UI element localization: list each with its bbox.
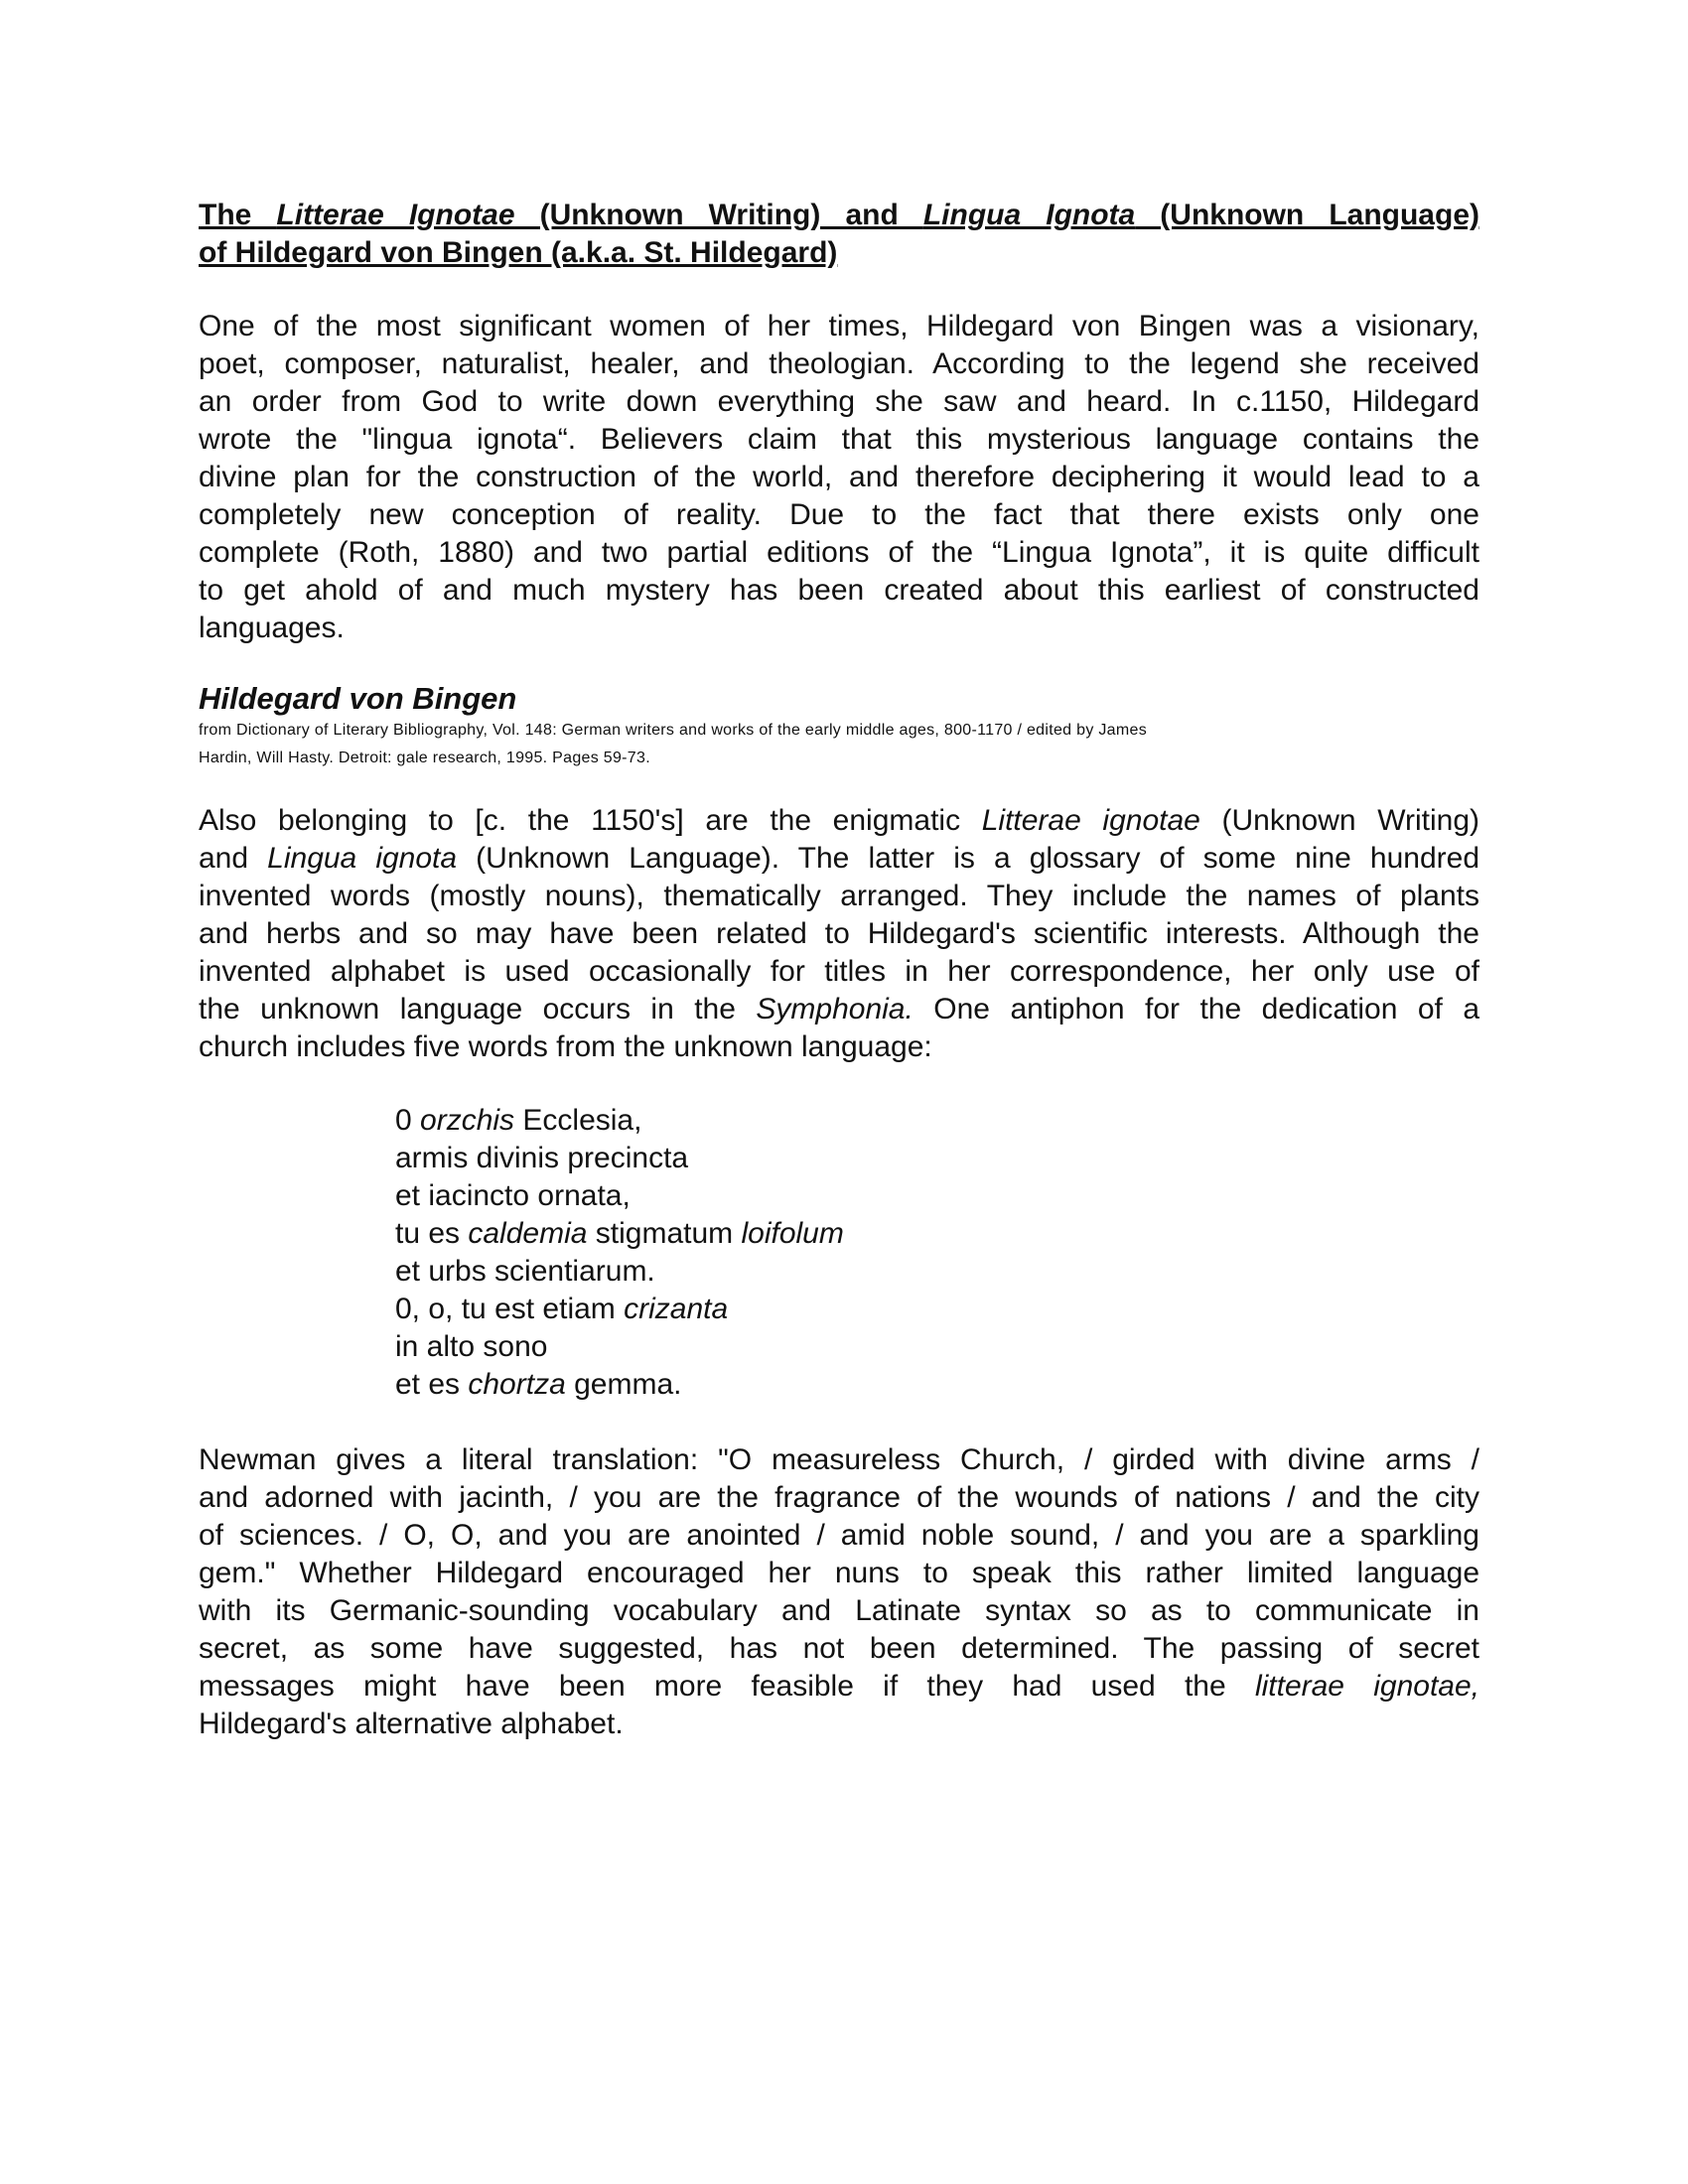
poem-line: armis divinis precincta <box>395 1142 689 1174</box>
source-line: from Dictionary of Literary Bibliography, Vol. 148: German writers and works of the early middle ages, 800-1170 / edited by James <box>199 722 1147 739</box>
poem-line: et urbs scientiarum. <box>395 1255 655 1288</box>
intro-line: poet, composer, naturalist, healer, and theologian. According to the legend she received <box>199 347 1479 380</box>
closing-line: and adorned with jacinth, / you are the fragrance of the wounds of nations / and the city <box>199 1481 1479 1514</box>
poem-line: in alto sono <box>395 1330 548 1363</box>
poem-text: et es <box>395 1368 469 1401</box>
intro-line: divine plan for the construction of the world, and therefore deciphering it would lead to a <box>199 461 1479 493</box>
title-italic-litterae: Litterae Ignotae <box>276 199 515 231</box>
body-italic: Litterae ignotae <box>981 804 1200 837</box>
poem-text: stigmatum <box>587 1217 742 1250</box>
intro-line: complete (Roth, 1880) and two partial editions of the “Lingua Ignota”, it is quite difficult <box>199 536 1479 569</box>
body-text: Also belonging to [c. the 1150's] are the enigmatic <box>199 804 982 837</box>
poem-text: gemma. <box>565 1368 682 1401</box>
poem-text: 0, o, tu est etiam <box>395 1293 625 1325</box>
body-text: One antiphon for the dedication of a <box>913 993 1479 1025</box>
source-citation <box>199 717 1479 772</box>
closing-line <box>199 1668 1479 1706</box>
poem-line <box>395 1291 1479 1328</box>
intro-line: languages. <box>199 612 345 644</box>
title-text: (Unknown Language) <box>1135 199 1479 231</box>
body-text: the unknown language occurs in the <box>199 993 757 1025</box>
body-text: (Unknown Writing) <box>1199 804 1479 837</box>
poem-italic: caldemia <box>468 1217 588 1250</box>
title-italic-lingua: Lingua Ignota <box>922 199 1136 231</box>
body-line: invented words (mostly nouns), thematically arranged. They include the names of plants <box>199 880 1479 912</box>
poem-line <box>395 1366 1479 1404</box>
body-line <box>199 840 1479 878</box>
intro-line: completely new conception of reality. Due to the fact that there exists only one <box>199 498 1479 531</box>
title-line-1 <box>199 197 1479 234</box>
body-line <box>199 802 1479 840</box>
body-italic: Lingua ignota <box>267 842 458 875</box>
poem-text: tu es <box>395 1217 469 1250</box>
antiphon-poem <box>395 1102 1479 1404</box>
body-italic: Symphonia. <box>756 993 914 1025</box>
poem-italic: crizanta <box>624 1293 729 1325</box>
section-heading: Hildegard von Bingen <box>199 681 517 716</box>
closing-text: messages might have been more feasible if they had used the <box>199 1670 1255 1703</box>
poem-text: 0 <box>395 1104 421 1137</box>
body-text: (Unknown Language). The latter is a glossary of some nine hundred <box>457 842 1480 875</box>
body-paragraph <box>199 802 1479 1066</box>
poem-line <box>395 1215 1479 1253</box>
source-line: Hardin, Will Hasty. Detroit: gale research, 1995. Pages 59-73. <box>199 750 650 766</box>
intro-line: wrote the "lingua ignota“. Believers claim that this mysterious language contains the <box>199 423 1479 456</box>
closing-paragraph <box>199 1441 1479 1743</box>
closing-line: Newman gives a literal translation: "O measureless Church, / girded with divine arms / <box>199 1443 1479 1476</box>
title-text: The <box>199 199 277 231</box>
title-text: (Unknown Writing) and <box>514 199 923 231</box>
closing-line: secret, as some have suggested, has not been determined. The passing of secret <box>199 1632 1479 1665</box>
closing-italic: litterae ignotae, <box>1254 1670 1479 1703</box>
closing-line: Hildegard's alternative alphabet. <box>199 1707 624 1740</box>
intro-paragraph <box>199 308 1479 647</box>
poem-line <box>395 1102 1479 1140</box>
intro-line: an order from God to write down everything she saw and heard. In c.1150, Hildegard <box>199 385 1479 418</box>
body-text: and <box>199 842 268 875</box>
poem-italic: loifolum <box>741 1217 844 1250</box>
title-line-2: of Hildegard von Bingen (a.k.a. St. Hildegard) <box>199 236 838 269</box>
closing-line: with its Germanic-sounding vocabulary and Latinate syntax so as to communicate in <box>199 1594 1479 1627</box>
poem-italic: chortza <box>468 1368 566 1401</box>
document-title <box>199 197 1479 272</box>
poem-italic: orzchis <box>420 1104 515 1137</box>
body-line <box>199 991 1479 1028</box>
body-line: invented alphabet is used occasionally for titles in her correspondence, her only use of <box>199 955 1479 988</box>
closing-line: of sciences. / O, O, and you are anointed / amid noble sound, / and you are a sparkling <box>199 1519 1479 1552</box>
intro-line: to get ahold of and much mystery has been created about this earliest of constructed <box>199 574 1479 607</box>
poem-line: et iacincto ornata, <box>395 1179 631 1212</box>
document-page <box>199 197 1479 1743</box>
body-line: and herbs and so may have been related to Hildegard's scientific interests. Although the <box>199 917 1479 950</box>
poem-text: Ecclesia, <box>514 1104 642 1137</box>
body-line: church includes five words from the unknown language: <box>199 1030 932 1063</box>
closing-line: gem." Whether Hildegard encouraged her nuns to speak this rather limited language <box>199 1557 1479 1589</box>
intro-line: One of the most significant women of her times, Hildegard von Bingen was a visionary, <box>199 310 1479 342</box>
